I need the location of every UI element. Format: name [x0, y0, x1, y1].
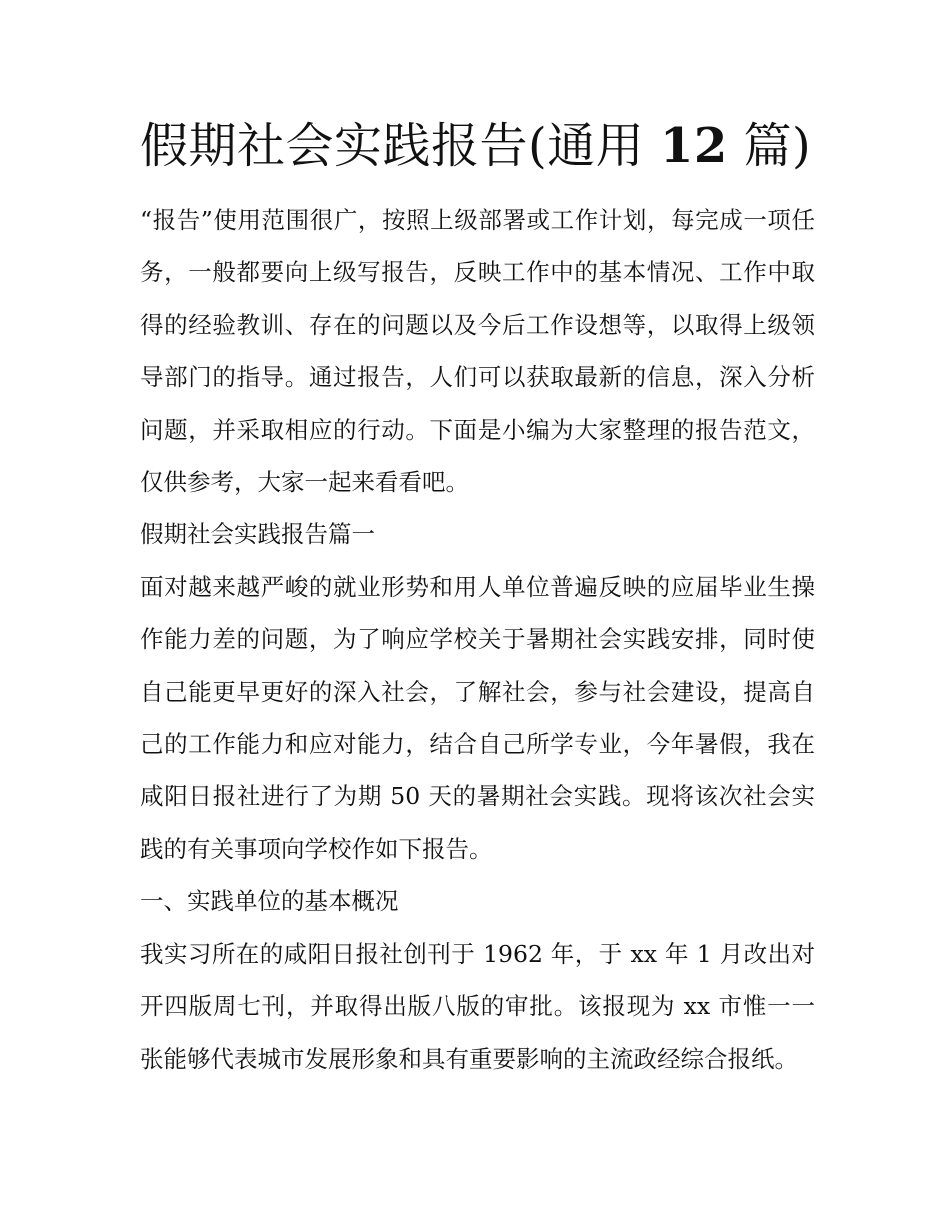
document-title: 假期社会实践报告(通用 12 篇) [140, 118, 812, 174]
section-heading-part-one: 假期社会实践报告篇一 [140, 520, 375, 549]
document-body [140, 194, 815, 1085]
section-heading-unit-overview: 一、实践单位的基本概况 [140, 887, 399, 916]
unit-overview-paragraph: 我实习所在的咸阳日报社创刊于 1962 年，于 xx 年 1 月改出对开四版周七刊，并取得出版八版的审批。该报现为 xx 市惟一一张能够代表城市发展形象和具有重要影响的主流政经综合报纸。 [140, 939, 815, 1073]
title-number: 12 [660, 118, 728, 174]
document-page [140, 112, 815, 1085]
background-paragraph: 面对越来越严峻的就业形势和用人单位普遍反映的应届毕业生操作能力差的问题，为了响应学校关于暑期社会实践安排，同时使自己能更早更好的深入社会，了解社会，参与社会建设，提高自己的工作能力和应对能力，结合自己所学专业，今年暑假，我在咸阳日报社进行了为期 50 天的暑期社会实践。现将该次社会实践的有关事项向学校作如下报告。 [140, 572, 815, 863]
intro-paragraph: “报告”使用范围很广，按照上级部署或工作计划，每完成一项任务，一般都要向上级写报告，反映工作中的基本情况、工作中取得的经验教训、存在的问题以及今后工作设想等，以取得上级领导部门的指导。通过报告，人们可以获取最新的信息，深入分析问题，并采取相应的行动。下面是小编为大家整理的报告范文，仅供参考，大家一起来看看吧。 [140, 206, 815, 497]
